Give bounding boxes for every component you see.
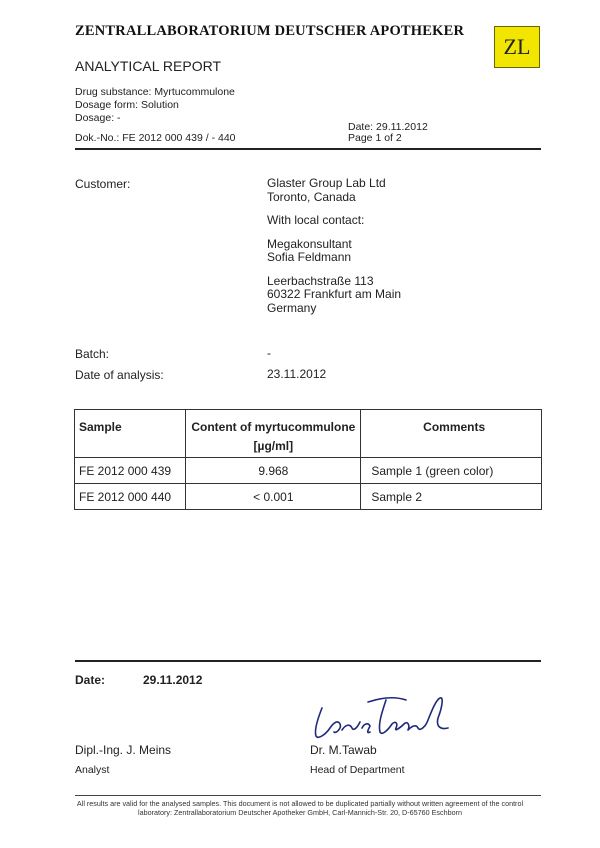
head-name: Dr. M.Tawab (310, 743, 377, 757)
page-number: Page 1 of 2 (348, 132, 402, 144)
contact-zip-city: 60322 Frankfurt am Main (267, 287, 402, 301)
table-header-row (75, 410, 542, 458)
contact-street: Leerbachstraße 113 (267, 273, 374, 288)
row2-sample: FE 2012 000 440 (75, 484, 186, 510)
logo-text: ZL (503, 34, 531, 59)
signoff-date-label: Date: (75, 673, 106, 687)
contact-company: Megakonsultant (267, 236, 352, 251)
row2-comment: Sample 2 (361, 484, 542, 510)
header-content (186, 410, 361, 458)
header-sample: Sample (75, 410, 186, 458)
row1-content: 9.968 (186, 458, 361, 484)
header-content-unit: [µg/ml] (253, 439, 294, 453)
customer-name: Glaster Group Lab Ltd (267, 176, 386, 190)
footer-line-1: All results are valid for the analysed samples. This document is not allowed to be duplicated partially without written agreement of the control (76, 799, 524, 808)
document-number: Dok.-No.: FE 2012 000 439 / - 440 (75, 132, 236, 144)
signature (308, 690, 458, 745)
customer-city: Toronto, Canada (267, 189, 356, 204)
signoff-rule (75, 660, 541, 662)
footer-rule (75, 795, 541, 796)
analysis-date-label: Date of analysis: (75, 368, 164, 382)
signoff-date-value: 29.11.2012 (143, 673, 203, 687)
header-content-label: Content of myrtucommulone (191, 420, 356, 434)
meta-block (75, 86, 235, 125)
header-rule (75, 148, 541, 150)
row2-content: < 0.001 (186, 484, 361, 510)
analyst-role: Analyst (75, 764, 110, 776)
dosage-form: Dosage form: Solution (75, 99, 179, 111)
table-row (75, 484, 542, 510)
row1-comment: Sample 1 (green color) (361, 458, 542, 484)
dosage: Dosage: - (75, 112, 121, 124)
analyst-name: Dipl.-Ing. J. Meins (75, 743, 172, 757)
contact-person: Sofia Feldmann (267, 250, 352, 264)
footer-line-2: laboratory: Zentrallaboratorium Deutscher Apotheker GmbH, Carl-Mannich-Str. 20, D-65760 Eschborn (138, 808, 462, 817)
contact-label: With local contact: (267, 213, 365, 227)
head-role: Head of Department (310, 764, 405, 776)
report-title: ANALYTICAL REPORT (75, 58, 222, 74)
report-date: Date: 29.11.2012 (348, 121, 428, 133)
table-row (75, 458, 542, 484)
analysis-date-value: 23.11.2012 (267, 367, 327, 381)
drug-substance: Drug substance: Myrtucommulone (75, 86, 235, 98)
customer-block (267, 177, 401, 315)
customer-label: Customer: (75, 177, 131, 191)
organization-title: ZENTRALLABORATORIUM DEUTSCHER APOTHEKER (75, 23, 465, 39)
results-table (74, 409, 542, 510)
row1-sample: FE 2012 000 439 (75, 458, 186, 484)
batch-value: - (267, 346, 271, 360)
contact-country: Germany (267, 300, 317, 315)
header-comments: Comments (361, 410, 542, 458)
footer-note (60, 799, 540, 817)
batch-label: Batch: (75, 347, 110, 361)
zl-logo (494, 26, 540, 68)
